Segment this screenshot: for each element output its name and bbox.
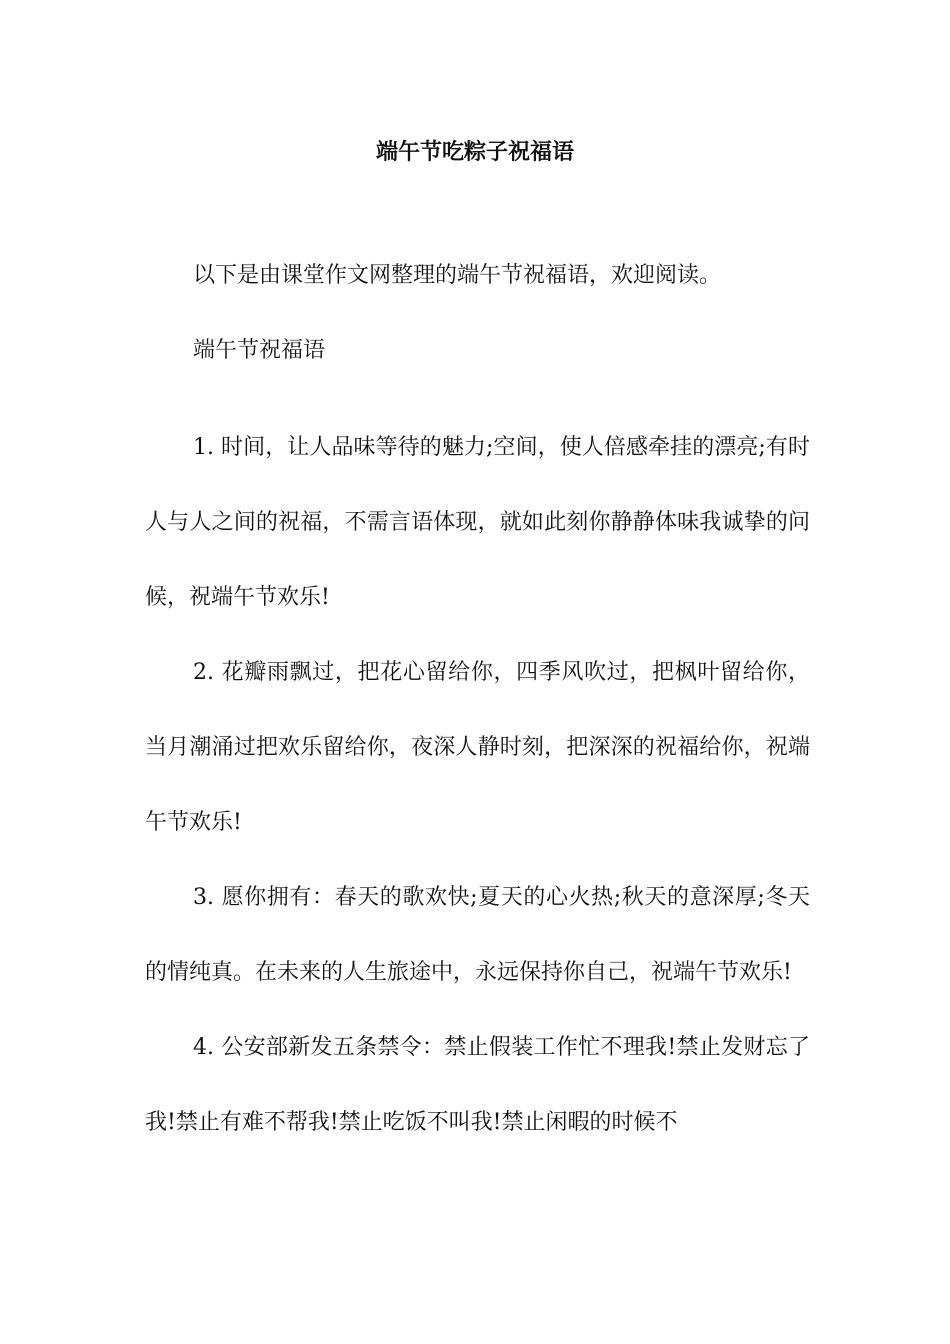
blessing-paragraph-1: 1. 时间，让人品味等待的魅力;空间，使人倍感牵挂的漂亮;有时人与人之间的祝福，不需言语体现，就如此刻你静静体味我诚挚的问候，祝端午节欢乐! xyxy=(145,435,810,610)
document-title: 端午节吃粽子祝福语 xyxy=(375,139,574,165)
section-heading: 端午节祝福语 xyxy=(193,338,326,363)
intro-text: 以下是由课堂作文网整理的端午节祝福语，欢迎阅读。 xyxy=(193,263,722,288)
blessing-paragraph-2: 2. 花瓣雨飘过，把花心留给你，四季风吹过，把枫叶留给你，当月潮涌过把欢乐留给你，夜深人静时刻，把深深的祝福给你，祝端午节欢乐! xyxy=(145,660,810,835)
blessing-list xyxy=(145,410,810,1160)
blessing-paragraph-4: 4. 公安部新发五条禁令：禁止假装工作忙不理我!禁止发财忘了我!禁止有难不帮我!禁止吃饭不叫我!禁止闲暇的时候不 xyxy=(145,1035,810,1135)
blessing-paragraph-3: 3. 愿你拥有：春天的歌欢快;夏天的心火热;秋天的意深厚;冬天的情纯真。在未来的人生旅途中，永远保持你自己，祝端午节欢乐! xyxy=(145,885,810,985)
